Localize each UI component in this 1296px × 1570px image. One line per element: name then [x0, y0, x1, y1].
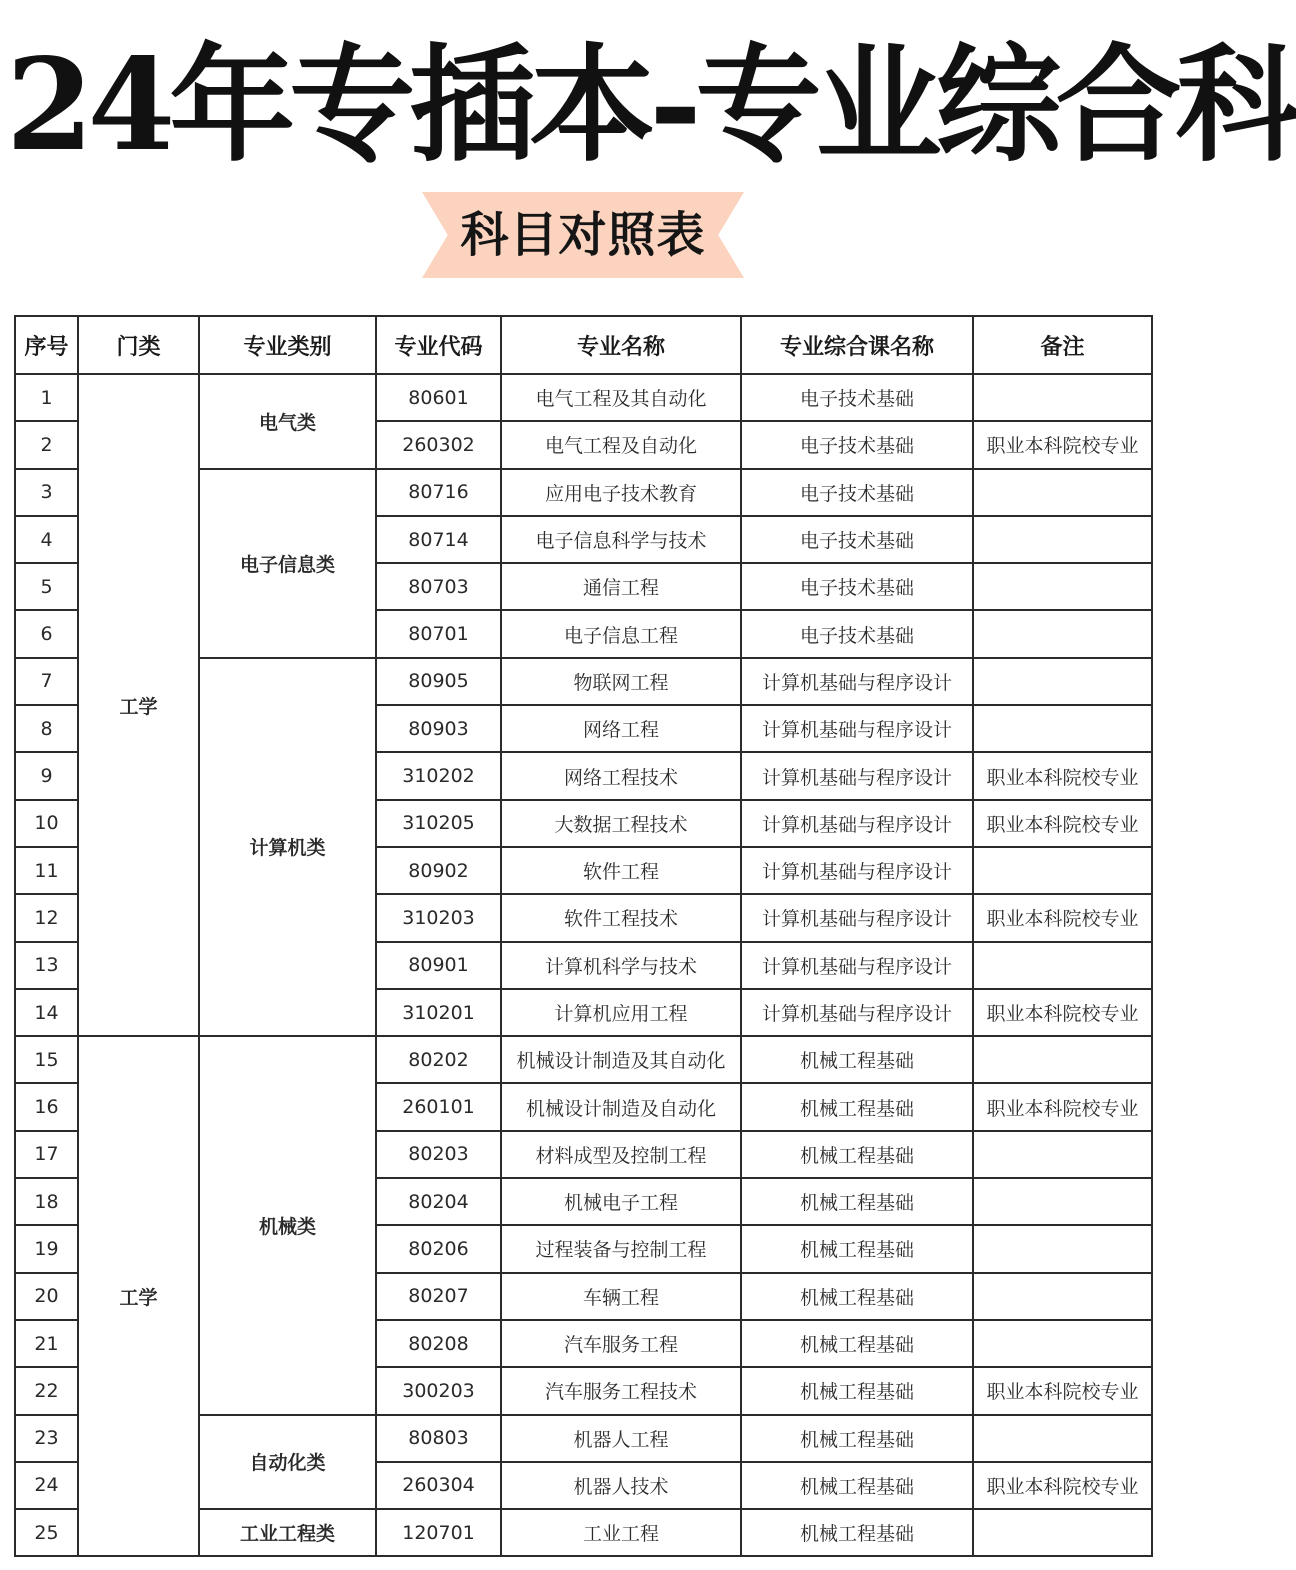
course-name: 机械工程基础 [741, 1178, 973, 1225]
course-name: 机械工程基础 [741, 1462, 973, 1509]
row-index: 16 [15, 1083, 78, 1130]
table-header-row [15, 316, 1152, 374]
major-name: 计算机科学与技术 [501, 942, 741, 989]
major-name: 计算机应用工程 [501, 989, 741, 1036]
page-title: 24年专插本-专业综合科 [6, 31, 1296, 179]
course-name: 机械工程基础 [741, 1367, 973, 1414]
major-code: 310205 [376, 800, 501, 847]
row-index: 2 [15, 421, 78, 468]
note [973, 658, 1152, 705]
course-name: 电子技术基础 [741, 374, 973, 421]
course-name: 机械工程基础 [741, 1083, 973, 1130]
major-name: 物联网工程 [501, 658, 741, 705]
note [973, 1415, 1152, 1462]
course-name: 机械工程基础 [741, 1036, 973, 1083]
note [973, 469, 1152, 516]
major-code: 80207 [376, 1273, 501, 1320]
major-code: 260304 [376, 1462, 501, 1509]
header-note: 备注 [973, 316, 1152, 374]
row-index: 7 [15, 658, 78, 705]
major-name: 汽车服务工程技术 [501, 1367, 741, 1414]
table-body [15, 374, 1152, 1556]
major-name: 应用电子技术教育 [501, 469, 741, 516]
row-index: 3 [15, 469, 78, 516]
course-name: 机械工程基础 [741, 1225, 973, 1272]
major-name: 软件工程 [501, 847, 741, 894]
course-name: 电子技术基础 [741, 563, 973, 610]
discipline-cell: 工学 [78, 374, 199, 1036]
note: 职业本科院校专业 [973, 752, 1152, 799]
note [973, 1509, 1152, 1556]
major-code: 80901 [376, 942, 501, 989]
course-name: 电子技术基础 [741, 469, 973, 516]
major-name: 机械设计制造及其自动化 [501, 1036, 741, 1083]
course-name: 机械工程基础 [741, 1273, 973, 1320]
major-code: 80202 [376, 1036, 501, 1083]
row-index: 5 [15, 563, 78, 610]
row-index: 24 [15, 1462, 78, 1509]
note: 职业本科院校专业 [973, 989, 1152, 1036]
row-index: 23 [15, 1415, 78, 1462]
row-index: 1 [15, 374, 78, 421]
note [973, 610, 1152, 657]
major-code: 310201 [376, 989, 501, 1036]
row-index: 6 [15, 610, 78, 657]
row-index: 19 [15, 1225, 78, 1272]
major-name: 机械电子工程 [501, 1178, 741, 1225]
row-index: 11 [15, 847, 78, 894]
note [973, 1178, 1152, 1225]
note: 职业本科院校专业 [973, 894, 1152, 941]
row-index: 15 [15, 1036, 78, 1083]
major-code: 80803 [376, 1415, 501, 1462]
subject-table [14, 315, 1153, 1557]
major-code: 80601 [376, 374, 501, 421]
major-code: 310203 [376, 894, 501, 941]
row-index: 9 [15, 752, 78, 799]
header-index: 序号 [15, 316, 78, 374]
major-name: 网络工程 [501, 705, 741, 752]
major-name: 工业工程 [501, 1509, 741, 1556]
note [973, 1273, 1152, 1320]
major-name: 软件工程技术 [501, 894, 741, 941]
note [973, 563, 1152, 610]
note [973, 847, 1152, 894]
subtitle: 科目对照表 [460, 207, 706, 263]
major-code: 80716 [376, 469, 501, 516]
note: 职业本科院校专业 [973, 1367, 1152, 1414]
major-name: 电气工程及自动化 [501, 421, 741, 468]
category-cell: 电子信息类 [199, 469, 376, 658]
course-name: 计算机基础与程序设计 [741, 942, 973, 989]
note [973, 516, 1152, 563]
category-cell: 工业工程类 [199, 1509, 376, 1556]
major-code: 80703 [376, 563, 501, 610]
note [973, 374, 1152, 421]
row-index: 13 [15, 942, 78, 989]
major-code: 80714 [376, 516, 501, 563]
major-code: 80902 [376, 847, 501, 894]
major-name: 车辆工程 [501, 1273, 741, 1320]
course-name: 计算机基础与程序设计 [741, 894, 973, 941]
major-code: 260302 [376, 421, 501, 468]
major-code: 80206 [376, 1225, 501, 1272]
row-index: 20 [15, 1273, 78, 1320]
course-name: 机械工程基础 [741, 1509, 973, 1556]
course-name: 机械工程基础 [741, 1320, 973, 1367]
row-index: 10 [15, 800, 78, 847]
row-index: 4 [15, 516, 78, 563]
header-category: 专业类别 [199, 316, 376, 374]
major-code: 80203 [376, 1131, 501, 1178]
major-name: 材料成型及控制工程 [501, 1131, 741, 1178]
note [973, 705, 1152, 752]
header-discipline: 门类 [78, 316, 199, 374]
note [973, 942, 1152, 989]
course-name: 机械工程基础 [741, 1415, 973, 1462]
table-row [15, 374, 1152, 421]
header-code: 专业代码 [376, 316, 501, 374]
row-index: 18 [15, 1178, 78, 1225]
row-index: 25 [15, 1509, 78, 1556]
note: 职业本科院校专业 [973, 1462, 1152, 1509]
course-name: 计算机基础与程序设计 [741, 800, 973, 847]
discipline-cell: 工学 [78, 1036, 199, 1556]
course-name: 计算机基础与程序设计 [741, 658, 973, 705]
note: 职业本科院校专业 [973, 800, 1152, 847]
major-name: 电子信息科学与技术 [501, 516, 741, 563]
row-index: 22 [15, 1367, 78, 1414]
category-cell: 计算机类 [199, 658, 376, 1036]
major-code: 80903 [376, 705, 501, 752]
row-index: 8 [15, 705, 78, 752]
major-code: 80905 [376, 658, 501, 705]
header-course: 专业综合课名称 [741, 316, 973, 374]
course-name: 电子技术基础 [741, 421, 973, 468]
course-name: 机械工程基础 [741, 1131, 973, 1178]
note [973, 1131, 1152, 1178]
note: 职业本科院校专业 [973, 1083, 1152, 1130]
major-code: 300203 [376, 1367, 501, 1414]
major-code: 80204 [376, 1178, 501, 1225]
major-name: 机械设计制造及自动化 [501, 1083, 741, 1130]
major-name: 汽车服务工程 [501, 1320, 741, 1367]
course-name: 计算机基础与程序设计 [741, 705, 973, 752]
note [973, 1036, 1152, 1083]
major-name: 网络工程技术 [501, 752, 741, 799]
category-cell: 机械类 [199, 1036, 376, 1414]
major-name: 机器人工程 [501, 1415, 741, 1462]
major-name: 大数据工程技术 [501, 800, 741, 847]
header-major: 专业名称 [501, 316, 741, 374]
major-code: 80701 [376, 610, 501, 657]
table-row [15, 1036, 1152, 1083]
major-code: 80208 [376, 1320, 501, 1367]
category-cell: 自动化类 [199, 1415, 376, 1510]
category-cell: 电气类 [199, 374, 376, 469]
major-name: 通信工程 [501, 563, 741, 610]
row-index: 12 [15, 894, 78, 941]
note [973, 1320, 1152, 1367]
subtitle-banner [422, 192, 744, 278]
major-name: 电气工程及其自动化 [501, 374, 741, 421]
course-name: 计算机基础与程序设计 [741, 989, 973, 1036]
row-index: 17 [15, 1131, 78, 1178]
course-name: 电子技术基础 [741, 516, 973, 563]
major-code: 120701 [376, 1509, 501, 1556]
course-name: 计算机基础与程序设计 [741, 847, 973, 894]
major-name: 机器人技术 [501, 1462, 741, 1509]
row-index: 14 [15, 989, 78, 1036]
course-name: 计算机基础与程序设计 [741, 752, 973, 799]
major-code: 310202 [376, 752, 501, 799]
major-code: 260101 [376, 1083, 501, 1130]
note [973, 1225, 1152, 1272]
major-name: 过程装备与控制工程 [501, 1225, 741, 1272]
note: 职业本科院校专业 [973, 421, 1152, 468]
row-index: 21 [15, 1320, 78, 1367]
major-name: 电子信息工程 [501, 610, 741, 657]
course-name: 电子技术基础 [741, 610, 973, 657]
